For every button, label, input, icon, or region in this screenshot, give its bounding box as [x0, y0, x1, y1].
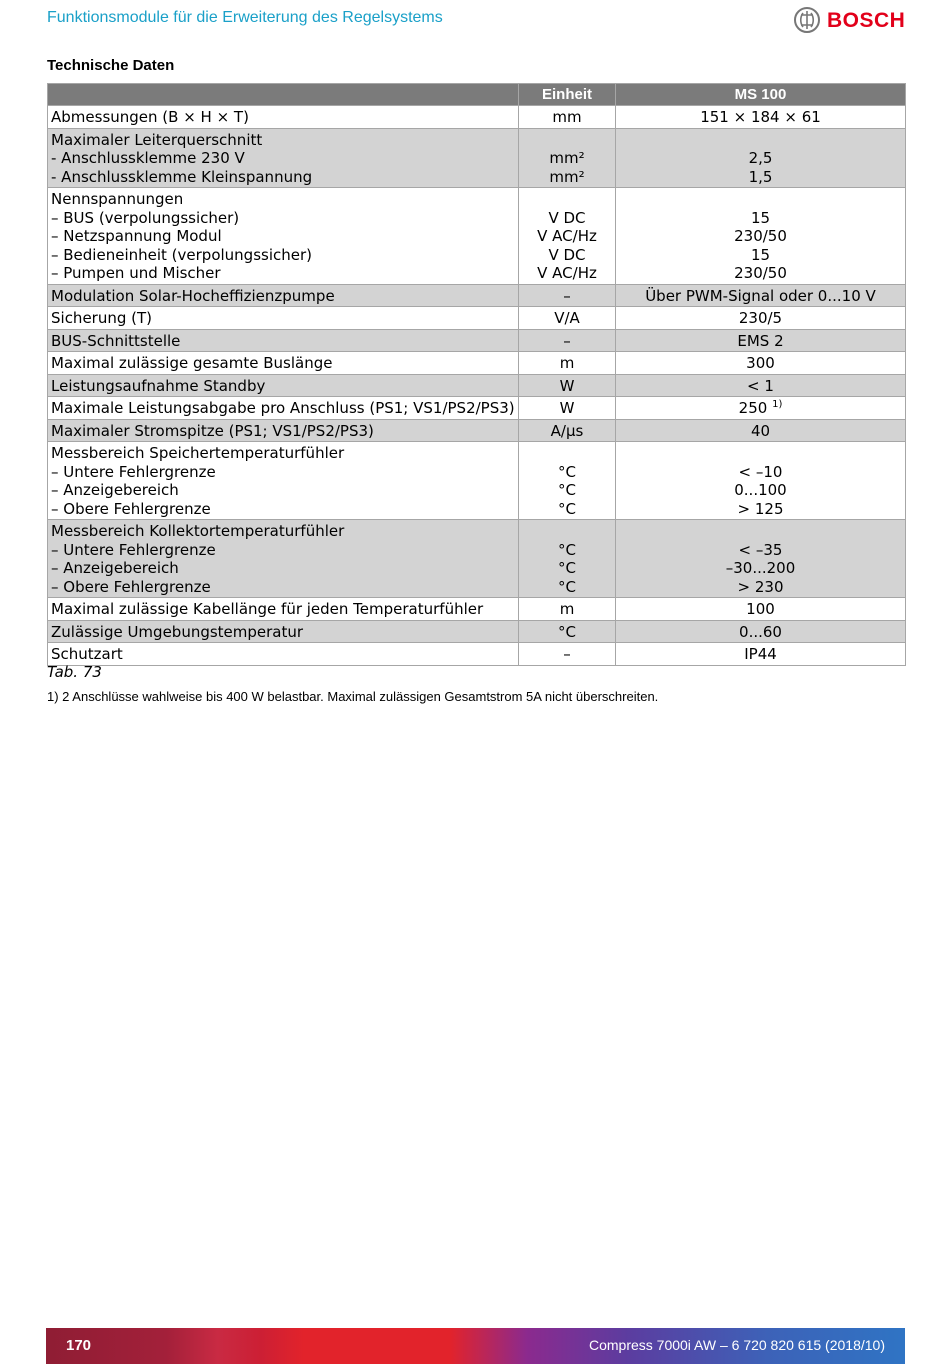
- value-cell: [616, 106, 906, 129]
- value-cell: [616, 520, 906, 598]
- unit-cell: [519, 643, 616, 666]
- bosch-armature-icon: [793, 6, 821, 34]
- table-row: [48, 106, 906, 129]
- table-body: [48, 106, 906, 666]
- cell-line: mm²: [549, 167, 585, 186]
- cell-line: < –10: [738, 462, 783, 481]
- value-cell: [616, 352, 906, 375]
- cell-line: Über PWM-Signal oder 0...10 V: [645, 286, 876, 305]
- value-cell: [616, 397, 906, 420]
- cell-line: - Anschlussklemme Kleinspannung: [51, 167, 313, 186]
- value-cell: [616, 329, 906, 352]
- cell-line: 40: [750, 421, 771, 440]
- param-cell: [48, 284, 519, 307]
- document-reference: Compress 7000i AW – 6 720 820 615 (2018/10): [588, 1337, 885, 1353]
- cell-line: m: [559, 354, 575, 372]
- param-cell: [48, 442, 519, 520]
- cell-line: - Anschlussklemme 230 V: [51, 149, 245, 167]
- unit-cell: [519, 307, 616, 330]
- param-cell: [48, 128, 519, 188]
- cell-line: – Pumpen und Mischer: [51, 264, 221, 282]
- table-row: [48, 374, 906, 397]
- table-row: [48, 598, 906, 621]
- cell-line: °C: [558, 481, 576, 499]
- table-row: [48, 284, 906, 307]
- cell-line: 230/50: [734, 264, 787, 282]
- cell-line: [619, 444, 902, 463]
- table-row: [48, 419, 906, 442]
- table-header-row: [48, 84, 906, 106]
- cell-line: – Anzeigebereich: [51, 481, 179, 499]
- cell-line: Schutzart: [51, 645, 123, 663]
- table-row: [48, 352, 906, 375]
- cell-line: °C: [558, 622, 576, 641]
- param-cell: [48, 106, 519, 129]
- header-parameter: [48, 84, 519, 106]
- bosch-logo-text: BOSCH: [827, 9, 906, 32]
- param-cell: [48, 329, 519, 352]
- cell-line: Messbereich Speichertemperaturfühler: [51, 444, 345, 462]
- unit-cell: [519, 442, 616, 520]
- cell-line: V/A: [554, 309, 580, 327]
- unit-cell: [519, 188, 616, 285]
- cell-line: 15: [750, 245, 771, 264]
- table-row: [48, 520, 906, 598]
- footnote: 1) 2 Anschlüsse wahlweise bis 400 W belastbar. Maximal zulässigen Gesamtstrom 5A nicht überschreiten.: [47, 689, 659, 704]
- value-cell: [616, 374, 906, 397]
- unit-cell: [519, 598, 616, 621]
- table-row: [48, 620, 906, 643]
- value-cell: [616, 419, 906, 442]
- cell-line: W: [559, 376, 575, 395]
- cell-line: 15: [750, 208, 771, 227]
- cell-line: °C: [558, 559, 576, 577]
- cell-line: Messbereich Kollektortemperaturfühler: [51, 522, 345, 540]
- unit-cell: [519, 284, 616, 307]
- table-row: [48, 643, 906, 666]
- cell-line: [619, 522, 902, 541]
- cell-line: – Bedieneinheit (verpolungssicher): [51, 245, 312, 264]
- cell-line: [619, 190, 902, 209]
- cell-line: EMS 2: [737, 331, 784, 350]
- cell-line: mm²: [549, 149, 585, 167]
- cell-line: 230/5: [738, 309, 783, 327]
- cell-line: 2,5: [748, 149, 773, 167]
- table-row: [48, 329, 906, 352]
- page-header-title: Funktionsmodule für die Erweiterung des Regelsystems: [47, 9, 443, 26]
- value-cell: [616, 188, 906, 285]
- cell-line: Zulässige Umgebungstemperatur: [51, 622, 304, 641]
- cell-line: 1,5: [748, 167, 773, 186]
- cell-line: V DC: [548, 208, 586, 227]
- value-cell: [616, 598, 906, 621]
- cell-line: Sicherung (T): [51, 309, 153, 327]
- unit-cell: [519, 419, 616, 442]
- cell-line: Maximal zulässige Kabellänge für jeden Temperaturfühler: [51, 600, 484, 618]
- cell-line: Maximaler Stromspitze (PS1; VS1/PS2/PS3): [51, 421, 374, 440]
- cell-line: – Obere Fehlergrenze: [51, 499, 211, 518]
- param-cell: [48, 352, 519, 375]
- cell-line: Leistungsaufnahme Standby: [51, 376, 266, 395]
- unit-cell: [519, 620, 616, 643]
- table-row: [48, 307, 906, 330]
- cell-line: m: [559, 600, 575, 618]
- cell-line: 0...100: [734, 481, 787, 499]
- cell-line: °C: [558, 540, 576, 559]
- cell-line: Maximal zulässige gesamte Buslänge: [51, 354, 333, 372]
- header-model: MS 100: [616, 84, 906, 106]
- cell-line: [522, 131, 612, 150]
- cell-line: –: [563, 286, 571, 305]
- value-cell: [616, 307, 906, 330]
- value-cell: [616, 128, 906, 188]
- cell-line: – Anzeigebereich: [51, 559, 179, 577]
- cell-line: V DC: [548, 245, 586, 264]
- cell-line: Modulation Solar-Hocheffizienzpumpe: [51, 286, 335, 305]
- param-cell: [48, 620, 519, 643]
- cell-line: 100: [746, 600, 775, 618]
- table-row: [48, 128, 906, 188]
- cell-line: Maximaler Leiterquerschnitt: [51, 130, 263, 149]
- cell-line: W: [559, 399, 575, 417]
- section-title: Technische Daten: [47, 57, 175, 74]
- value-cell: [616, 643, 906, 666]
- cell-line: 151 × 184 × 61: [700, 108, 821, 126]
- param-cell: [48, 307, 519, 330]
- cell-line: BUS-Schnittstelle: [51, 331, 181, 350]
- param-cell: [48, 520, 519, 598]
- value-cell: [616, 284, 906, 307]
- table-row: [48, 442, 906, 520]
- cell-line: mm: [552, 108, 582, 126]
- param-cell: [48, 419, 519, 442]
- cell-line: [522, 444, 612, 463]
- cell-value: 250: [738, 399, 768, 417]
- cell-line: –: [563, 645, 571, 663]
- cell-line: [522, 190, 612, 209]
- cell-line: – Untere Fehlergrenze: [51, 462, 216, 481]
- cell-line: Abmessungen (B × H × T): [51, 108, 249, 126]
- cell-line: > 230: [737, 577, 784, 596]
- unit-cell: [519, 352, 616, 375]
- cell-line: –30...200: [725, 559, 796, 577]
- cell-line: V AC/Hz: [537, 264, 597, 282]
- footnote-reference: 1): [772, 399, 783, 410]
- unit-cell: [519, 520, 616, 598]
- page-footer: [46, 1328, 905, 1364]
- cell-line-with-note: [619, 399, 902, 418]
- cell-line: IP44: [744, 645, 777, 663]
- cell-line: [619, 131, 902, 150]
- cell-line: < 1: [747, 376, 774, 395]
- param-cell: [48, 374, 519, 397]
- unit-cell: [519, 329, 616, 352]
- cell-line: °C: [558, 499, 576, 518]
- page-number: 170: [66, 1337, 92, 1354]
- cell-line: – Netzspannung Modul: [51, 227, 222, 245]
- cell-line: Maximale Leistungsabgabe pro Anschluss (PS1; VS1/PS2/PS3): [51, 399, 515, 417]
- cell-line: > 125: [737, 499, 784, 518]
- cell-line: 0...60: [739, 622, 782, 641]
- param-cell: [48, 643, 519, 666]
- cell-line: – Obere Fehlergrenze: [51, 577, 211, 596]
- cell-line: – Untere Fehlergrenze: [51, 540, 216, 559]
- cell-line: 300: [746, 354, 775, 372]
- cell-line: – BUS (verpolungssicher): [51, 208, 240, 227]
- header-unit: Einheit: [519, 84, 616, 106]
- unit-cell: [519, 397, 616, 420]
- param-cell: [48, 397, 519, 420]
- cell-line: < –35: [738, 540, 783, 559]
- param-cell: [48, 598, 519, 621]
- technical-data-table: [47, 83, 906, 666]
- unit-cell: [519, 374, 616, 397]
- value-cell: [616, 620, 906, 643]
- cell-line: [522, 522, 612, 541]
- cell-line: A/µs: [550, 421, 584, 440]
- cell-line: V AC/Hz: [537, 227, 597, 245]
- unit-cell: [519, 128, 616, 188]
- table-row: [48, 188, 906, 285]
- unit-cell: [519, 106, 616, 129]
- cell-line: 230/50: [734, 227, 787, 245]
- table-caption: Tab. 73: [47, 663, 102, 681]
- table-row: [48, 397, 906, 420]
- value-cell: [616, 442, 906, 520]
- cell-line: °C: [558, 577, 576, 596]
- cell-line: –: [563, 331, 571, 350]
- bosch-logo: [793, 6, 908, 36]
- cell-line: Nennspannungen: [51, 190, 184, 208]
- cell-line: °C: [558, 462, 576, 481]
- param-cell: [48, 188, 519, 285]
